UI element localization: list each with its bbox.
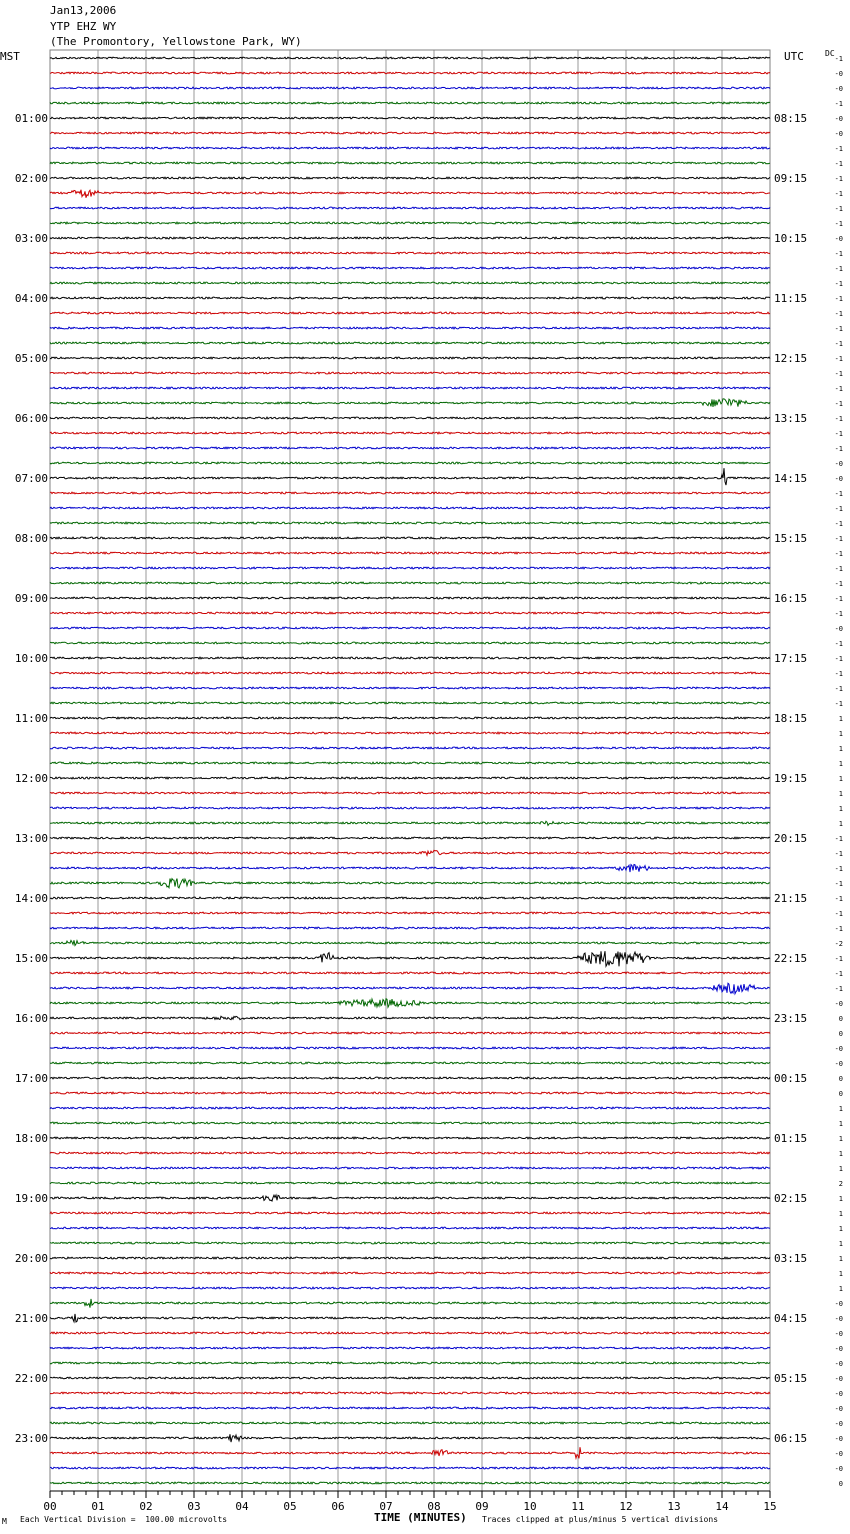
plot-frame xyxy=(50,50,770,1491)
dc-offset-label: -1 xyxy=(834,505,843,513)
trace-row xyxy=(50,897,770,899)
dc-offset-label: -0 xyxy=(834,70,843,78)
trace-row xyxy=(50,468,770,485)
trace-row xyxy=(50,222,770,224)
trace-row xyxy=(50,850,770,855)
dc-offset-label: -0 xyxy=(834,1060,843,1068)
trace-row xyxy=(50,567,770,569)
left-hour-label: 05:00 xyxy=(14,352,48,365)
trace-row xyxy=(50,267,770,269)
trace-row xyxy=(50,951,770,966)
trace-row xyxy=(50,537,770,539)
dc-offset-label: -1 xyxy=(834,895,843,903)
left-hour-label: 02:00 xyxy=(14,172,48,185)
dc-offset-label: -0 xyxy=(834,475,843,483)
dc-offset-label: -1 xyxy=(834,370,843,378)
trace-row xyxy=(50,1092,770,1094)
right-hour-label: 10:15 xyxy=(774,232,808,245)
left-hour-label: 04:00 xyxy=(14,292,48,305)
right-hour-label: 01:15 xyxy=(774,1132,808,1145)
dc-offset-label: 1 xyxy=(838,775,843,783)
trace-row xyxy=(50,1314,770,1322)
header-location: (The Promontory, Yellowstone Park, WY) xyxy=(50,35,302,48)
left-hour-label: 03:00 xyxy=(14,232,48,245)
dc-offset-label: -1 xyxy=(834,310,843,318)
dc-offset-label: -1 xyxy=(834,910,843,918)
trace-row xyxy=(50,190,770,198)
trace-row xyxy=(50,1347,770,1349)
trace-row xyxy=(50,865,770,873)
dc-offset-label: -1 xyxy=(834,535,843,543)
trace-row xyxy=(50,702,770,704)
trace-row xyxy=(50,940,770,945)
trace-row xyxy=(50,387,770,389)
trace-row xyxy=(50,1467,770,1469)
x-axis-title: TIME (MINUTES) xyxy=(374,1511,467,1524)
trace-row xyxy=(50,1182,770,1184)
right-hour-label: 06:15 xyxy=(774,1432,808,1445)
header-date: Jan13,2006 xyxy=(50,4,117,17)
x-tick-label: 02 xyxy=(139,1500,153,1513)
dc-offset-label: -0 xyxy=(834,1375,843,1383)
trace-row xyxy=(50,57,770,59)
trace-row xyxy=(50,927,770,929)
trace-row xyxy=(50,1047,770,1049)
x-tick-label: 08 xyxy=(427,1500,441,1513)
dc-offset-label: -1 xyxy=(834,835,843,843)
dc-offset-label: -0 xyxy=(834,1315,843,1323)
dc-offset-label: -1 xyxy=(834,430,843,438)
dc-offset-label: 1 xyxy=(838,1285,843,1293)
right-hour-label: 04:15 xyxy=(774,1312,808,1325)
dc-offset-label: 1 xyxy=(838,1150,843,1158)
right-hour-label: 19:15 xyxy=(774,772,808,785)
trace-row xyxy=(50,1137,770,1139)
trace-row xyxy=(50,132,770,134)
x-tick-label: 13 xyxy=(667,1500,681,1513)
x-tick-label: 04 xyxy=(235,1500,249,1513)
trace-row xyxy=(50,417,770,419)
trace-row xyxy=(50,1299,770,1308)
trace-row xyxy=(50,837,770,839)
right-hour-label: 05:15 xyxy=(774,1372,808,1385)
trace-row xyxy=(50,1032,770,1034)
x-tick-label: 11 xyxy=(571,1500,585,1513)
dc-offset-label: -0 xyxy=(834,130,843,138)
dc-offset-label: -1 xyxy=(834,580,843,588)
trace-row xyxy=(50,432,770,434)
x-tick-label: 01 xyxy=(91,1500,105,1513)
right-hour-label: 13:15 xyxy=(774,412,808,425)
trace-row xyxy=(50,1242,770,1244)
right-hour-label: 02:15 xyxy=(774,1192,808,1205)
trace-row xyxy=(50,777,770,779)
left-hour-label: 08:00 xyxy=(14,532,48,545)
right-hour-label: 03:15 xyxy=(774,1252,808,1265)
trace-layer xyxy=(50,57,770,1484)
trace-row xyxy=(50,1167,770,1169)
trace-row xyxy=(50,492,770,494)
trace-row xyxy=(50,177,770,179)
trace-row xyxy=(50,1152,770,1154)
x-tick-label: 05 xyxy=(283,1500,297,1513)
left-hour-label: 14:00 xyxy=(14,892,48,905)
dc-offset-label: -0 xyxy=(834,460,843,468)
dc-offset-label: -1 xyxy=(834,925,843,933)
trace-row xyxy=(50,447,770,449)
dc-offset-label: -1 xyxy=(834,550,843,558)
left-hour-label: 13:00 xyxy=(14,832,48,845)
dc-offset-label: -1 xyxy=(834,55,843,63)
right-hour-label: 09:15 xyxy=(774,172,808,185)
trace-row xyxy=(50,627,770,629)
dc-offset-label: -0 xyxy=(834,1330,843,1338)
dc-offset-label: -1 xyxy=(834,655,843,663)
x-tick-label: 06 xyxy=(331,1500,345,1513)
trace-row xyxy=(50,312,770,314)
x-axis xyxy=(43,1491,776,1513)
dc-offset-label: -1 xyxy=(834,190,843,198)
left-hour-label: 15:00 xyxy=(14,952,48,965)
dc-offset-label: -1 xyxy=(834,160,843,168)
dc-offset-label: 1 xyxy=(838,790,843,798)
left-hour-label: 09:00 xyxy=(14,592,48,605)
trace-row xyxy=(50,983,770,993)
trace-row xyxy=(50,762,770,764)
dc-offset-label: -1 xyxy=(834,175,843,183)
dc-offset-label: 1 xyxy=(838,1165,843,1173)
trace-row xyxy=(50,117,770,119)
left-hour-label: 01:00 xyxy=(14,112,48,125)
dc-offset-label: -0 xyxy=(834,1405,843,1413)
right-hour-label: 20:15 xyxy=(774,832,808,845)
dc-offset-label: -1 xyxy=(834,490,843,498)
left-hour-label: 07:00 xyxy=(14,472,48,485)
trace-row xyxy=(50,552,770,554)
dc-offset-label: -1 xyxy=(834,295,843,303)
dc-offset-label: 0 xyxy=(838,1075,843,1083)
trace-row xyxy=(50,732,770,734)
trace-row xyxy=(50,972,770,974)
dc-offset-label: -1 xyxy=(834,415,843,423)
dc-offset-label: 1 xyxy=(838,1135,843,1143)
right-hour-label: 17:15 xyxy=(774,652,808,665)
trace-row xyxy=(50,912,770,914)
corner-mark: M xyxy=(2,1517,7,1526)
dc-offset-label: 1 xyxy=(838,1240,843,1248)
right-hour-label: 08:15 xyxy=(774,112,808,125)
dc-offset-label: -0 xyxy=(834,1345,843,1353)
left-hour-label: 23:00 xyxy=(14,1432,48,1445)
trace-row xyxy=(50,999,770,1007)
trace-row xyxy=(50,522,770,524)
x-tick-label: 09 xyxy=(475,1500,489,1513)
trace-row xyxy=(50,252,770,254)
dc-offset-label: -1 xyxy=(834,970,843,978)
left-hour-label: 11:00 xyxy=(14,712,48,725)
dc-offset-label: 0 xyxy=(838,1480,843,1488)
dc-offset-label: -0 xyxy=(834,1420,843,1428)
clip-note: Traces clipped at plus/minus 5 vertical divisions xyxy=(482,1515,719,1524)
dc-offset-label: -1 xyxy=(834,955,843,963)
dc-offset-label: -1 xyxy=(834,325,843,333)
dc-offset-label: -1 xyxy=(834,565,843,573)
dc-offset-label: -1 xyxy=(834,145,843,153)
x-tick-label: 15 xyxy=(763,1500,777,1513)
scale-note: Each Vertical Division = 100.00 microvolts xyxy=(20,1515,228,1524)
dc-label: DC xyxy=(825,49,835,58)
dc-offset-label: 1 xyxy=(838,820,843,828)
left-hour-label: 21:00 xyxy=(14,1312,48,1325)
trace-row xyxy=(50,1227,770,1229)
trace-row xyxy=(50,672,770,674)
trace-row xyxy=(50,717,770,719)
dc-offset-label: -1 xyxy=(834,985,843,993)
dc-offset-label: -0 xyxy=(834,235,843,243)
header-station: YTP EHZ WY xyxy=(50,20,117,33)
dc-offset-label: -1 xyxy=(834,385,843,393)
right-zone-label: UTC xyxy=(784,50,804,63)
trace-row xyxy=(50,1195,770,1201)
trace-row xyxy=(50,87,770,89)
trace-row xyxy=(50,1077,770,1079)
x-tick-label: 00 xyxy=(43,1500,57,1513)
trace-row xyxy=(50,372,770,374)
dc-offset-label: -0 xyxy=(834,1045,843,1053)
trace-row xyxy=(50,1107,770,1109)
dc-offset-label: -1 xyxy=(834,865,843,873)
dc-offset-label: 1 xyxy=(838,1255,843,1263)
trace-row xyxy=(50,399,770,407)
trace-row xyxy=(50,282,770,284)
trace-row xyxy=(50,1212,770,1214)
trace-row xyxy=(50,507,770,509)
dc-offset-label: 1 xyxy=(838,1105,843,1113)
trace-row xyxy=(50,1447,770,1458)
trace-row xyxy=(50,72,770,74)
trace-row xyxy=(50,1392,770,1394)
left-hour-label: 10:00 xyxy=(14,652,48,665)
trace-row xyxy=(50,327,770,329)
trace-row xyxy=(50,357,770,359)
dc-offset-label: -0 xyxy=(834,1300,843,1308)
left-hour-label: 17:00 xyxy=(14,1072,48,1085)
dc-offset-label: -0 xyxy=(834,1465,843,1473)
dc-offset-label: -1 xyxy=(834,250,843,258)
dc-offset-label: 0 xyxy=(838,1090,843,1098)
trace-row xyxy=(50,821,770,825)
right-hour-label: 00:15 xyxy=(774,1072,808,1085)
dc-offset-label: 0 xyxy=(838,1030,843,1038)
dc-offset-label: -1 xyxy=(834,265,843,273)
left-hour-label: 22:00 xyxy=(14,1372,48,1385)
dc-offset-label: -0 xyxy=(834,1390,843,1398)
left-hour-label: 12:00 xyxy=(14,772,48,785)
dc-offset-label: -1 xyxy=(834,205,843,213)
trace-row xyxy=(50,342,770,344)
dc-offset-label: -0 xyxy=(834,1435,843,1443)
trace-row xyxy=(50,687,770,689)
dc-offset-label: -1 xyxy=(834,445,843,453)
trace-row xyxy=(50,207,770,209)
dc-offset-label: 1 xyxy=(838,1270,843,1278)
left-hour-label: 16:00 xyxy=(14,1012,48,1025)
dc-offset-label: -0 xyxy=(834,1360,843,1368)
right-hour-label: 12:15 xyxy=(774,352,808,365)
right-hour-label: 22:15 xyxy=(774,952,808,965)
trace-row xyxy=(50,1257,770,1259)
trace-row xyxy=(50,612,770,614)
x-tick-label: 14 xyxy=(715,1500,729,1513)
trace-row xyxy=(50,462,770,464)
left-hour-label: 20:00 xyxy=(14,1252,48,1265)
dc-offset-label: 1 xyxy=(838,760,843,768)
trace-row xyxy=(50,1434,770,1442)
trace-row xyxy=(50,657,770,659)
dc-offset-label: -1 xyxy=(834,400,843,408)
trace-row xyxy=(50,1062,770,1064)
trace-row xyxy=(50,879,770,888)
dc-offset-label: -2 xyxy=(834,940,843,948)
trace-row xyxy=(50,597,770,599)
dc-offset-label: 0 xyxy=(838,1015,843,1023)
trace-row xyxy=(50,1407,770,1409)
dc-offset-label: -0 xyxy=(834,85,843,93)
left-hour-label: 18:00 xyxy=(14,1132,48,1145)
trace-row xyxy=(50,1332,770,1334)
dc-offset-label: 2 xyxy=(838,1180,843,1188)
right-hour-label: 11:15 xyxy=(774,292,808,305)
dc-offset-label: -0 xyxy=(834,1450,843,1458)
x-tick-label: 07 xyxy=(379,1500,393,1513)
trace-row xyxy=(50,1016,770,1019)
dc-offset-label: -1 xyxy=(834,280,843,288)
dc-offset-label: -1 xyxy=(834,700,843,708)
dc-offset-label: 1 xyxy=(838,805,843,813)
trace-row xyxy=(50,1377,770,1379)
dc-offset-label: 1 xyxy=(838,1210,843,1218)
dc-offset-label: 1 xyxy=(838,730,843,738)
dc-offset-label: -1 xyxy=(834,685,843,693)
x-tick-label: 12 xyxy=(619,1500,633,1513)
dc-offset-label: -1 xyxy=(834,220,843,228)
dc-offset-label: -1 xyxy=(834,670,843,678)
x-tick-label: 03 xyxy=(187,1500,201,1513)
x-tick-label: 10 xyxy=(523,1500,537,1513)
dc-offset-label: -1 xyxy=(834,595,843,603)
right-hour-label: 16:15 xyxy=(774,592,808,605)
trace-row xyxy=(50,747,770,749)
dc-offset-label: -0 xyxy=(834,625,843,633)
dc-offset-label: -1 xyxy=(834,610,843,618)
trace-row xyxy=(50,807,770,809)
trace-row xyxy=(50,297,770,299)
dc-offset-label: -1 xyxy=(834,340,843,348)
left-hour-label: 06:00 xyxy=(14,412,48,425)
dc-offset-label: 1 xyxy=(838,1195,843,1203)
right-hour-label: 21:15 xyxy=(774,892,808,905)
dc-offset-label: 1 xyxy=(838,1225,843,1233)
dc-offset-label: -1 xyxy=(834,100,843,108)
left-zone-label: MST xyxy=(0,50,20,63)
right-hour-label: 14:15 xyxy=(774,472,808,485)
dc-offset-label: -0 xyxy=(834,115,843,123)
trace-row xyxy=(50,1272,770,1274)
dc-offset-label: -1 xyxy=(834,355,843,363)
trace-row xyxy=(50,1482,770,1484)
trace-row xyxy=(50,1287,770,1289)
dc-offset-label: -1 xyxy=(834,880,843,888)
grid-layer xyxy=(50,50,770,1491)
dc-offset-label: 1 xyxy=(838,715,843,723)
trace-row xyxy=(50,162,770,164)
dc-offset-label: -0 xyxy=(834,1000,843,1008)
dc-offset-label: -1 xyxy=(834,520,843,528)
trace-row xyxy=(50,147,770,149)
trace-row xyxy=(50,582,770,584)
right-hour-label: 18:15 xyxy=(774,712,808,725)
dc-offset-label: 1 xyxy=(838,745,843,753)
trace-row xyxy=(50,237,770,239)
left-hour-label: 19:00 xyxy=(14,1192,48,1205)
dc-offset-label: -1 xyxy=(834,640,843,648)
trace-row xyxy=(50,642,770,644)
right-hour-label: 15:15 xyxy=(774,532,808,545)
trace-row xyxy=(50,1362,770,1364)
trace-row xyxy=(50,1122,770,1124)
right-hour-label: 23:15 xyxy=(774,1012,808,1025)
trace-row xyxy=(50,1422,770,1424)
dc-offset-label: -1 xyxy=(834,850,843,858)
trace-row xyxy=(50,792,770,794)
dc-offset-label: 1 xyxy=(838,1120,843,1128)
trace-row xyxy=(50,102,770,104)
